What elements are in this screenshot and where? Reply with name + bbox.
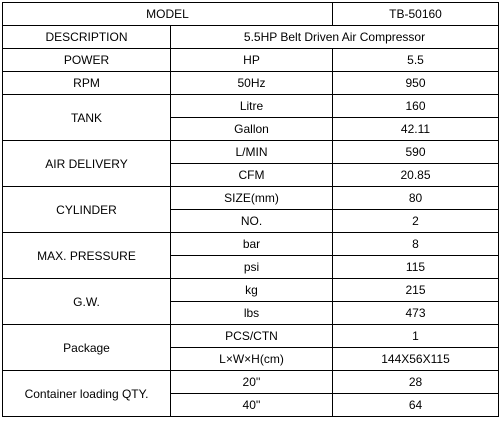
description-value: 5.5HP Belt Driven Air Compressor — [171, 26, 499, 49]
package-value-dimensions: 144X56X115 — [333, 348, 499, 371]
air-delivery-value-lmin: 590 — [333, 141, 499, 164]
cylinder-label: CYLINDER — [3, 187, 171, 233]
rpm-value: 950 — [333, 72, 499, 95]
package-value-pcs: 1 — [333, 325, 499, 348]
rpm-unit: 50Hz — [171, 72, 333, 95]
description-row — [3, 26, 499, 49]
model-label: MODEL — [3, 3, 333, 26]
gw-value-kg: 215 — [333, 279, 499, 302]
container-label: Container loading QTY. — [3, 371, 171, 417]
gw-value-lbs: 473 — [333, 302, 499, 325]
air-delivery-label: AIR DELIVERY — [3, 141, 171, 187]
air-delivery-unit-lmin: L/MIN — [171, 141, 333, 164]
max-pressure-value-bar: 8 — [333, 233, 499, 256]
power-unit: HP — [171, 49, 333, 72]
power-row — [3, 49, 499, 72]
spec-table — [2, 2, 499, 417]
gw-row-kg — [3, 279, 499, 302]
max-pressure-label: MAX. PRESSURE — [3, 233, 171, 279]
package-unit-dimensions: L×W×H(cm) — [171, 348, 333, 371]
air-delivery-row-lmin — [3, 141, 499, 164]
cylinder-value-no: 2 — [333, 210, 499, 233]
tank-value-gallon: 42.11 — [333, 118, 499, 141]
max-pressure-value-psi: 115 — [333, 256, 499, 279]
model-row — [3, 3, 499, 26]
package-label: Package — [3, 325, 171, 371]
rpm-row — [3, 72, 499, 95]
gw-label: G.W. — [3, 279, 171, 325]
tank-unit-litre: Litre — [171, 95, 333, 118]
container-unit-20: 20'' — [171, 371, 333, 394]
container-value-20: 28 — [333, 371, 499, 394]
model-value: TB-50160 — [333, 3, 499, 26]
spec-table-body — [3, 3, 499, 417]
tank-label: TANK — [3, 95, 171, 141]
air-delivery-value-cfm: 20.85 — [333, 164, 499, 187]
description-label: DESCRIPTION — [3, 26, 171, 49]
cylinder-unit-size: SIZE(mm) — [171, 187, 333, 210]
max-pressure-unit-bar: bar — [171, 233, 333, 256]
container-value-40: 64 — [333, 394, 499, 417]
package-unit-pcs: PCS/CTN — [171, 325, 333, 348]
container-unit-40: 40'' — [171, 394, 333, 417]
gw-unit-kg: kg — [171, 279, 333, 302]
air-delivery-unit-cfm: CFM — [171, 164, 333, 187]
cylinder-value-size: 80 — [333, 187, 499, 210]
tank-value-litre: 160 — [333, 95, 499, 118]
cylinder-row-size — [3, 187, 499, 210]
power-value: 5.5 — [333, 49, 499, 72]
rpm-label: RPM — [3, 72, 171, 95]
package-row-pcs — [3, 325, 499, 348]
container-row-20 — [3, 371, 499, 394]
tank-unit-gallon: Gallon — [171, 118, 333, 141]
max-pressure-row-bar — [3, 233, 499, 256]
power-label: POWER — [3, 49, 171, 72]
max-pressure-unit-psi: psi — [171, 256, 333, 279]
tank-row-litre — [3, 95, 499, 118]
cylinder-unit-no: NO. — [171, 210, 333, 233]
gw-unit-lbs: lbs — [171, 302, 333, 325]
